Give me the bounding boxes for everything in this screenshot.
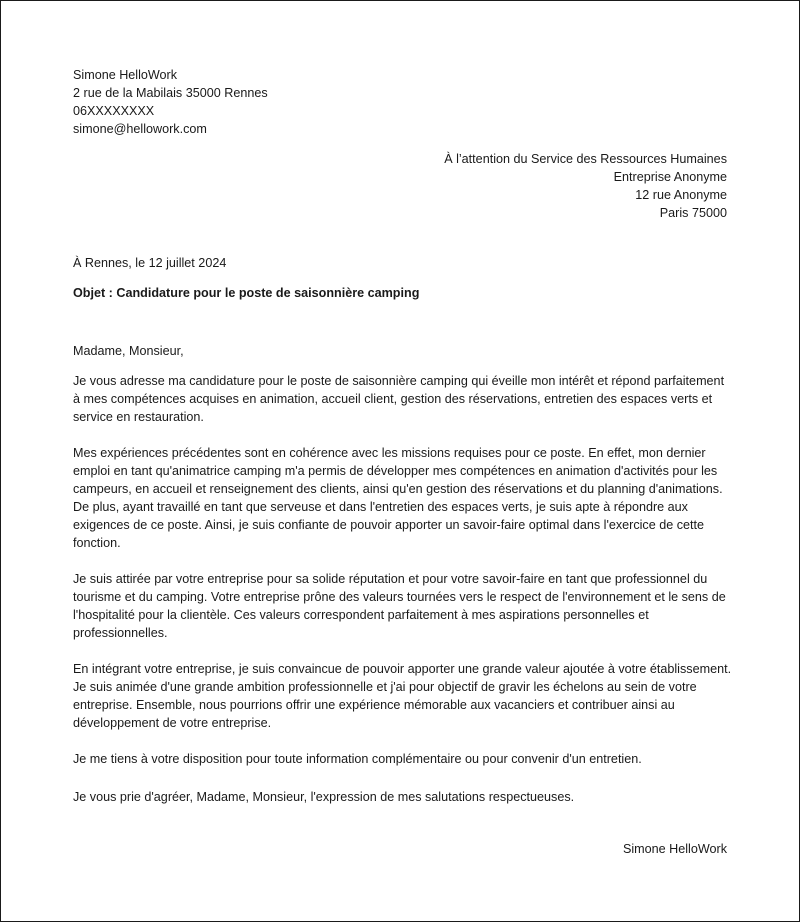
sender-address: 2 rue de la Mabilais 35000 Rennes	[73, 86, 268, 100]
body-paragraph: Mes expériences précédentes sont en cohérence avec les missions requises pour ce poste. En effet, mon dernier emploi en tant qu'animatrice camping m'a permis de développer mes compétences en animation d'activités pour les campeurs, en accueil et renseignement des clients, ainsi qu'en gestion des réservations et du planning d'animations. De plus, ayant travaillé en tant que serveuse et dans l'entretien des espaces verts, je suis apte à répondre aux exigences de ce poste. Ainsi, je suis confiante de pouvoir apporter un savoir-faire optimal dans l'exercice de cette fonction.	[73, 446, 723, 550]
body-paragraph: En intégrant votre entreprise, je suis convaincue de pouvoir apporter une grande valeur ajoutée à votre établissement. Je suis animée d'une grande ambition professionnelle et j'ai pour objectif de gravir les échelons au sein de votre entreprise. Ensemble, nous pourrions offrir une expérience mémorable aux vacanciers et contribuer ainsi au développement de votre entreprise.	[73, 662, 732, 730]
letter-date: À Rennes, le 12 juillet 2024	[73, 256, 227, 270]
sender-name: Simone HelloWork	[73, 68, 178, 82]
recipient-block	[444, 150, 727, 222]
recipient-street: 12 rue Anonyme	[635, 188, 727, 202]
body-paragraph: Je vous adresse ma candidature pour le poste de saisonnière camping qui éveille mon intérêt et répond parfaitement à mes compétences acquises en animation, accueil client, gestion des réservations, entretien des espaces verts et service en restauration.	[73, 374, 725, 424]
signature: Simone HelloWork	[622, 842, 727, 856]
body-paragraph: Je me tiens à votre disposition pour toute information complémentaire ou pour convenir d'un entretien.	[73, 752, 642, 766]
sender-email: simone@hellowork.com	[73, 122, 207, 136]
closing-paragraph: Je vous prie d'agréer, Madame, Monsieur, l'expression de mes salutations respectueuses.	[73, 790, 575, 804]
recipient-company: Entreprise Anonyme	[613, 170, 727, 184]
recipient-city: Paris 75000	[659, 206, 727, 220]
letter-subject: Objet : Candidature pour le poste de saisonnière camping	[73, 286, 420, 300]
letter-greeting: Madame, Monsieur,	[73, 344, 184, 358]
body-paragraph: Je suis attirée par votre entreprise pour sa solide réputation et pour votre savoir-faire en tant que professionnel du tourisme et du camping. Votre entreprise prône des valeurs tournées vers le respect de l'environnement et le sens de l'hospitalité pour la clientèle. Ces valeurs correspondent parfaitement à mes aspirations personnelles et professionnelles.	[73, 572, 726, 640]
sender-phone: 06XXXXXXXX	[73, 104, 155, 118]
sender-block	[73, 66, 268, 138]
recipient-attention: À l’attention du Service des Ressources Humaines	[444, 152, 727, 166]
